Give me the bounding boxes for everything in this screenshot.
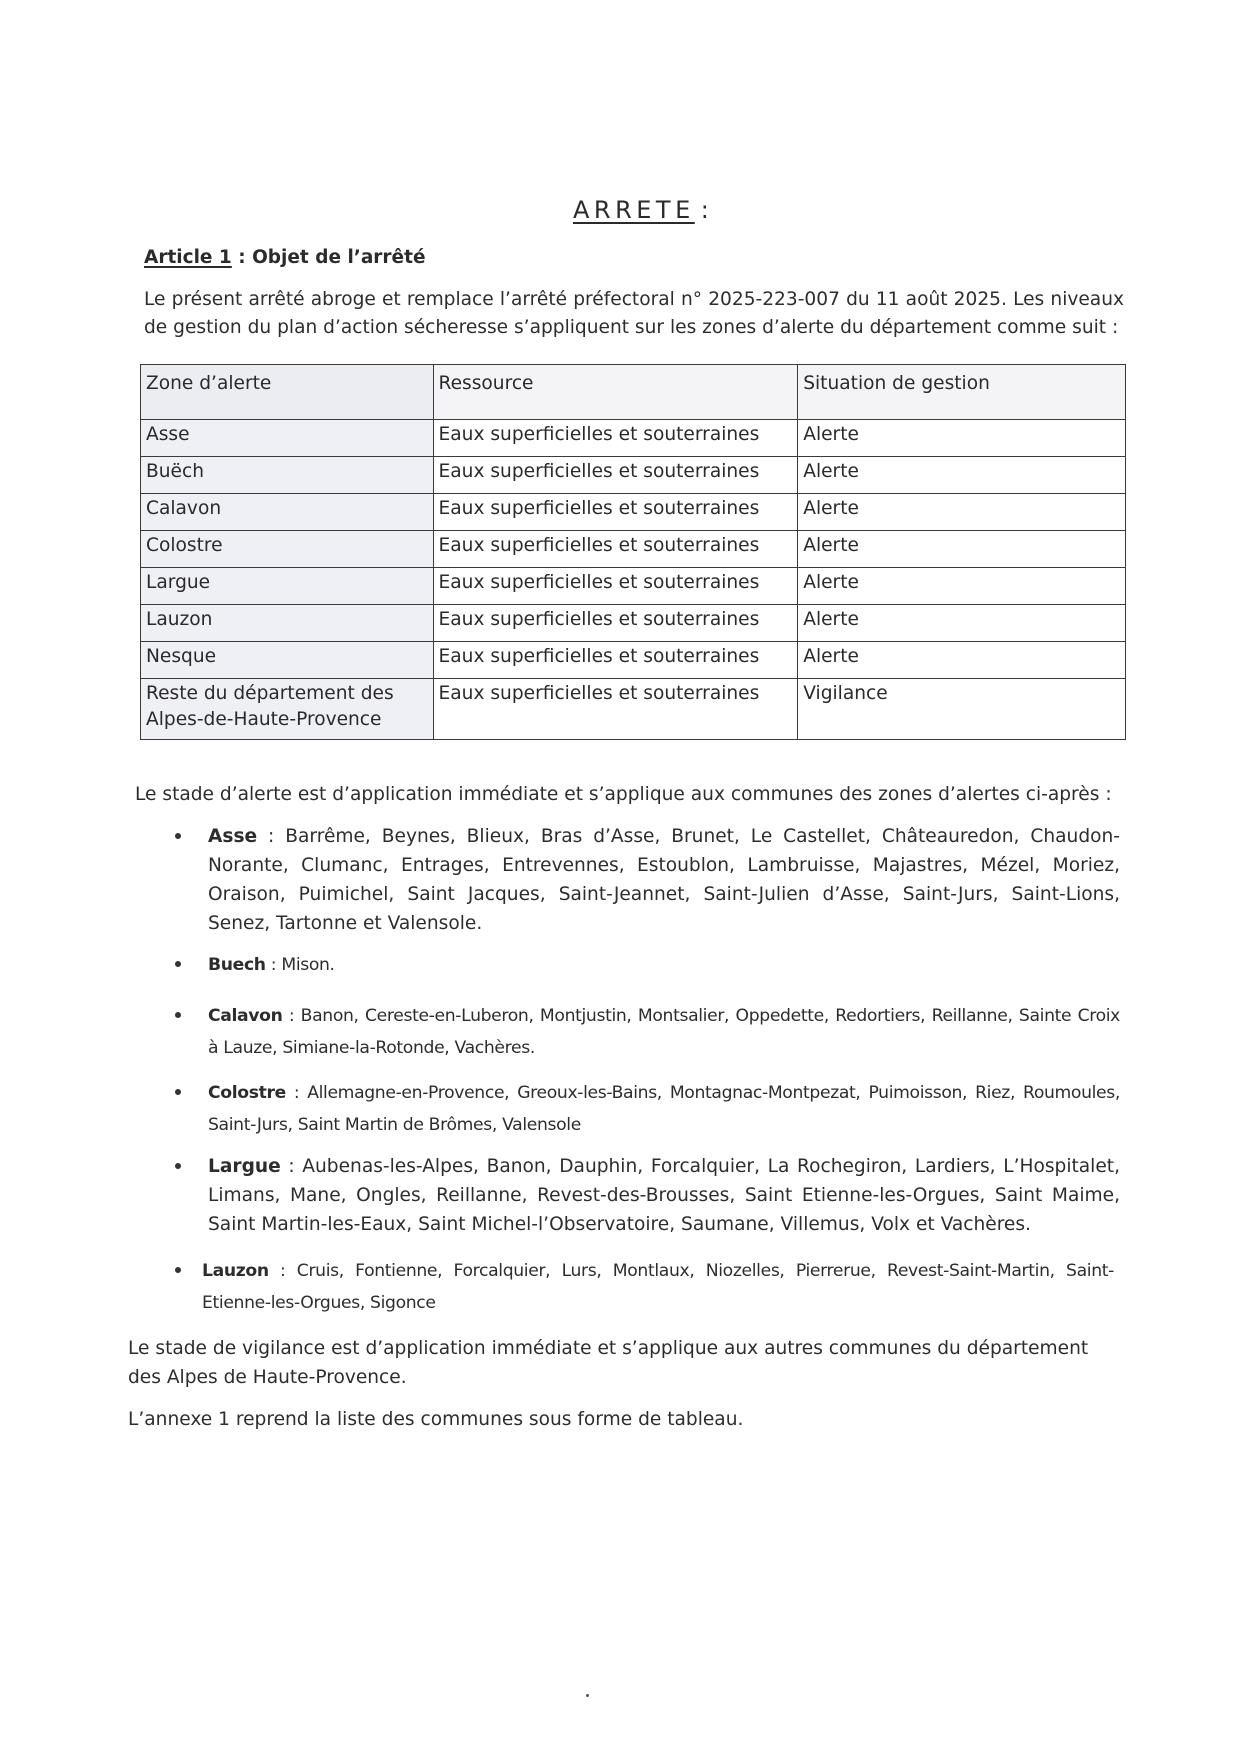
- zone-communes-text: [208, 1152, 1120, 1239]
- title-word: ARRETE: [573, 196, 695, 224]
- table-row: [141, 457, 1126, 494]
- zone-separator: :: [257, 826, 286, 847]
- vigilance-paragraph: Le stade de vigilance est d’application immédiate et s’applique aux autres communes du département des Alpes de Haute-Provence.: [128, 1338, 1089, 1388]
- article-separator: :: [231, 247, 253, 268]
- cell-zone: Colostre: [141, 531, 434, 568]
- cell-situation: Alerte: [798, 457, 1126, 494]
- zone-communes-text: [202, 1256, 1114, 1319]
- zone-communes-text: [208, 1078, 1120, 1141]
- zone-communes: Banon, Cereste-en-Luberon, Montjustin, Montsalier, Oppedette, Redortiers, Reillanne, Sainte Croix à Lauze, Simiane-la-Rotonde, Vachères.: [208, 1006, 1120, 1058]
- zone-name: Calavon: [208, 1006, 283, 1026]
- table-header-row: [141, 365, 1126, 420]
- cell-situation: Vigilance: [798, 679, 1126, 740]
- title-colon: :: [700, 196, 709, 224]
- zone-communes: Aubenas-les-Alpes, Banon, Dauphin, Forcalquier, La Rochegiron, Lardiers, L’Hospitalet, Limans, Mane, Ongles, Reillanne, Revest-des-Brousses, Saint Etienne-les-Orgues, Saint Maime, Saint Martin-les-Eaux, Saint Michel-l’Observatoire, Saumane, Villemus, Volx et Vachères.: [208, 1156, 1120, 1235]
- zone-separator: :: [268, 1261, 297, 1281]
- bullet-icon: [175, 1267, 181, 1273]
- article-title: Objet de l’arrêté: [252, 247, 426, 268]
- cell-situation: Alerte: [798, 568, 1126, 605]
- cell-resource: Eaux superficielles et souterraines: [433, 679, 798, 740]
- cell-zone: Largue: [141, 568, 434, 605]
- header-situation: Situation de gestion: [798, 365, 1126, 420]
- cell-zone: Lauzon: [141, 605, 434, 642]
- zone-name: Largue: [208, 1156, 281, 1177]
- zone-separator: :: [282, 1006, 301, 1026]
- zone-communes: Barrême, Beynes, Blieux, Bras d’Asse, Brunet, Le Castellet, Châteauredon, Chaudon-Norante, Clumanc, Entrages, Entrevennes, Estoublon, Lambruisse, Majastres, Mézel, Moriez, Oraison, Puimichel, Saint Jacques, Saint-Jeannet, Saint-Julien d’Asse, Saint-Jurs, Saint-Lions, Senez, Tartonne et Valensole.: [208, 826, 1120, 934]
- cell-zone: Calavon: [141, 494, 434, 531]
- cell-resource: Eaux superficielles et souterraines: [433, 420, 798, 457]
- cell-situation: Alerte: [798, 605, 1126, 642]
- article-number: Article 1: [144, 247, 232, 268]
- zone-separator: :: [285, 1083, 308, 1103]
- header-resource: Ressource: [433, 365, 798, 420]
- table-row: [141, 531, 1126, 568]
- zone-communes-text: [208, 950, 1120, 982]
- cell-resource: Eaux superficielles et souterraines: [433, 568, 798, 605]
- zone-separator: :: [280, 1156, 303, 1177]
- table-row: [141, 494, 1126, 531]
- bullet-icon: [175, 833, 181, 839]
- cell-resource: Eaux superficielles et souterraines: [433, 494, 798, 531]
- zone-communes: Mison.: [281, 955, 335, 975]
- cell-zone: Nesque: [141, 642, 434, 679]
- zone-name: Colostre: [208, 1083, 286, 1103]
- zone-communes-text: [208, 1001, 1120, 1064]
- bullet-icon: [175, 1012, 181, 1018]
- cell-zone: Reste du département des Alpes-de-Haute-Provence: [141, 679, 434, 740]
- alert-intro-paragraph: Le stade d’alerte est d’application immédiate et s’applique aux communes des zones d’alertes ci-après :: [135, 784, 1112, 805]
- intro-paragraph: Le présent arrêté abroge et remplace l’arrêté préfectoral n° 2025-223-007 du 11 août 2025. Les niveaux de gestion du plan d’action sécheresse s’appliquent sur les zones d’alerte du département comme suit :: [144, 289, 1124, 338]
- zone-name: Buech: [208, 955, 266, 975]
- zone-communes: Allemagne-en-Provence, Greoux-les-Bains, Montagnac-Montpezat, Puimoisson, Riez, Roumoules, Saint-Jurs, Saint Martin de Brômes, Valensole: [208, 1083, 1121, 1135]
- cell-situation: Alerte: [798, 494, 1126, 531]
- alert-zones-table: [140, 364, 1126, 740]
- cell-resource: Eaux superficielles et souterraines: [433, 642, 798, 679]
- table-row: [141, 420, 1126, 457]
- header-zone: Zone d’alerte: [141, 365, 434, 420]
- cell-resource: Eaux superficielles et souterraines: [433, 605, 798, 642]
- cell-zone: Buëch: [141, 457, 434, 494]
- article-heading: [144, 247, 426, 268]
- zone-name: Lauzon: [202, 1261, 269, 1281]
- bullet-icon: [175, 1089, 181, 1095]
- table-row: [141, 642, 1126, 679]
- cell-resource: Eaux superficielles et souterraines: [433, 457, 798, 494]
- cell-situation: Alerte: [798, 642, 1126, 679]
- zone-separator: :: [265, 955, 282, 975]
- table-row: [141, 679, 1126, 740]
- annexe-paragraph: L’annexe 1 reprend la liste des communes sous forme de tableau.: [128, 1409, 744, 1430]
- cell-resource: Eaux superficielles et souterraines: [433, 531, 798, 568]
- zone-name: Asse: [208, 826, 258, 847]
- bullet-icon: [175, 961, 181, 967]
- cell-situation: Alerte: [798, 420, 1126, 457]
- zone-communes-text: [208, 822, 1120, 938]
- bullet-icon: [175, 1163, 181, 1169]
- table-row: [141, 605, 1126, 642]
- cell-situation: Alerte: [798, 531, 1126, 568]
- scan-speck: [586, 1694, 589, 1697]
- cell-zone: Asse: [141, 420, 434, 457]
- zone-communes: Cruis, Fontienne, Forcalquier, Lurs, Montlaux, Niozelles, Pierrerue, Revest-Saint-Martin, Saint-Etienne-les-Orgues, Sigonce: [202, 1261, 1114, 1313]
- document-title: [573, 196, 709, 224]
- table-row: [141, 568, 1126, 605]
